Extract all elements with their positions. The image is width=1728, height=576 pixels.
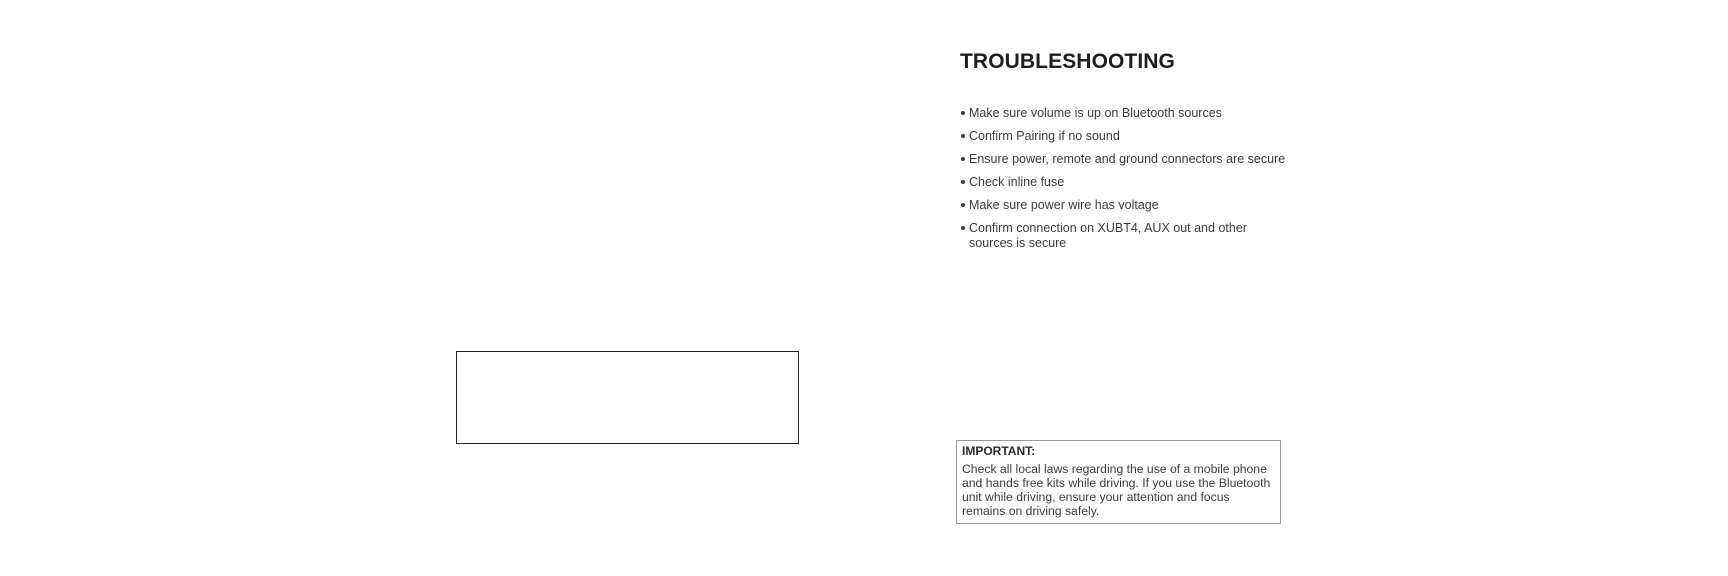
important-text: Check all local laws regarding the use of a mobile phone and hands free kits while driving. If you use the Bluetooth unit while driving, ensure your attention and focus remains on driving safely. xyxy=(962,462,1271,518)
list-item: Make sure power wire has voltage xyxy=(960,198,1290,213)
list-item: Ensure power, remote and ground connectors are secure xyxy=(960,152,1290,167)
troubleshooting-list xyxy=(960,106,1290,259)
empty-label-box xyxy=(456,351,799,444)
list-item: Make sure volume is up on Bluetooth sources xyxy=(960,106,1290,121)
page-title: TROUBLESHOOTING xyxy=(960,50,1175,73)
list-item: Confirm connection on XUBT4, AUX out and other sources is secure xyxy=(960,221,1290,250)
list-item: Confirm Pairing if no sound xyxy=(960,129,1290,144)
list-item: Check inline fuse xyxy=(960,175,1290,190)
important-heading: IMPORTANT: xyxy=(962,444,1036,458)
important-notice xyxy=(956,440,1281,524)
